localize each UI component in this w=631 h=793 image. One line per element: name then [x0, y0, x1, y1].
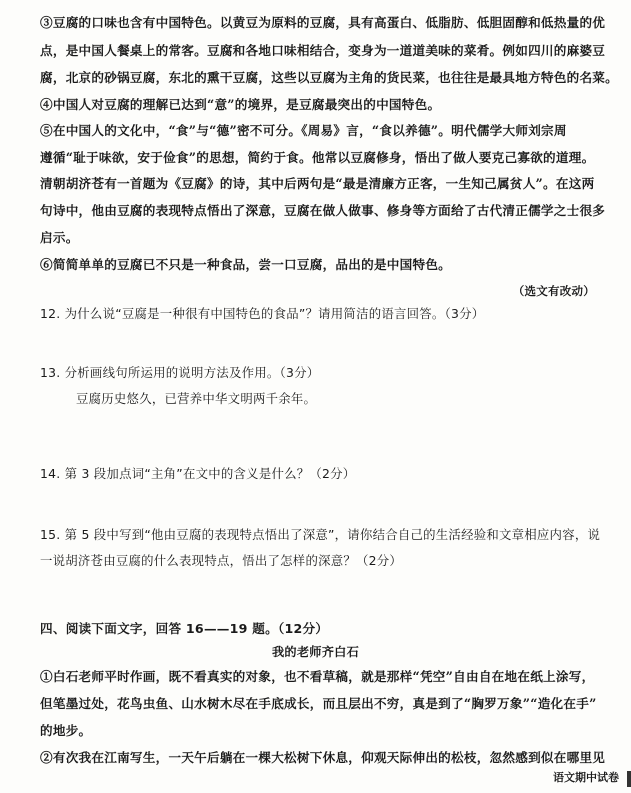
passage-p4-line1: ④中国人对豆腐的理解已达到“意”的境界，是豆腐最突出的中国特色。	[40, 97, 441, 112]
passage-p6-line1: ⑥简简单单的豆腐已不只是一种食品，尝一口豆腐，品出的是中国特色。	[40, 257, 451, 272]
article-p1-line2: 但笔墨过处，花鸟虫鱼、山水树木尽在手底成长，而且层出不穷，真是到了“胸罗万象”“造化在手”	[40, 696, 597, 711]
passage-p5-line1: ⑤在中国人的文化中，“食”与“德”密不可分。《周易》言，“食以养德”。明代儒学大师刘宗周	[40, 123, 567, 138]
article-p1-line1: ①白石老师平时作画，既不看真实的对象，也不看草稿，就是那样“凭空”自由自在地在纸上涂写，	[40, 669, 595, 684]
passage-p5-line3: 清朝胡济苍有一首题为《豆腐》的诗，其中后两句是“最是清廉方正客，一生知己属贫人”。在这两	[40, 176, 595, 191]
passage-p3-line1: ③豆腐的口味也含有中国特色。以黄豆为原料的豆腐，具有高蛋白、低脂肪、低胆固醇和低热量的优	[40, 15, 606, 30]
footer-label: 语文期中试卷	[553, 771, 619, 784]
question-12: 12. 为什么说“豆腐是一种很有中国特色的食品”？请用简洁的语言回答。（3分）	[40, 306, 485, 321]
question-13: 13. 分析画线句所运用的说明方法及作用。（3分）	[40, 365, 320, 380]
article-p2-line1: ②有次我在江南写生，一天午后躺在一棵大松树下休息，仰观天际伸出的松枝，忽然感到似在哪里见	[40, 750, 606, 765]
question-15-line2: 一说胡济苍由豆腐的什么表现特点，悟出了怎样的深意？（2分）	[40, 553, 403, 568]
passage-p5-line4: 句诗中，他由豆腐的表现特点悟出了深意，豆腐在做人做事、修身等方面给了古代清正儒学之士很多	[40, 203, 606, 218]
article-p1-line3: 的地步。	[40, 723, 92, 738]
question-13-quote: 豆腐历史悠久，已营养中华文明两千余年。	[76, 391, 317, 406]
source-note: （选文有改动）	[512, 284, 595, 298]
passage-p3-line3: 腐，北京的砂锅豆腐，东北的熏干豆腐，这些以豆腐为主角的货民菜，也往往是最具地方特色的名菜。	[40, 70, 618, 85]
question-14: 14. 第 3 段加点词“主角”在文中的含义是什么？（2分）	[40, 466, 356, 481]
section-4-heading: 四、阅读下面文字，回答 16——19 题。（12分）	[40, 621, 329, 636]
passage-p5-line5: 启示。	[40, 230, 79, 245]
question-15-line1: 15. 第 5 段中写到“他由豆腐的表现特点悟出了深意”，请你结合自己的生活经验和文章相应内容，说	[40, 527, 601, 542]
article-title: 我的老师齐白石	[271, 645, 360, 659]
page-edge-mark	[627, 771, 631, 787]
passage-p5-line2: 遵循“耻于味欲，安于俭食”的思想，简约于食。他常以豆腐修身，悟出了做人要克己寡欲的道理。	[40, 150, 595, 165]
passage-p3-line2: 点，是中国人餐桌上的常客。豆腐和各地口味相结合，变身为一道道美味的菜肴。例如四川的麻婆豆	[40, 43, 606, 58]
